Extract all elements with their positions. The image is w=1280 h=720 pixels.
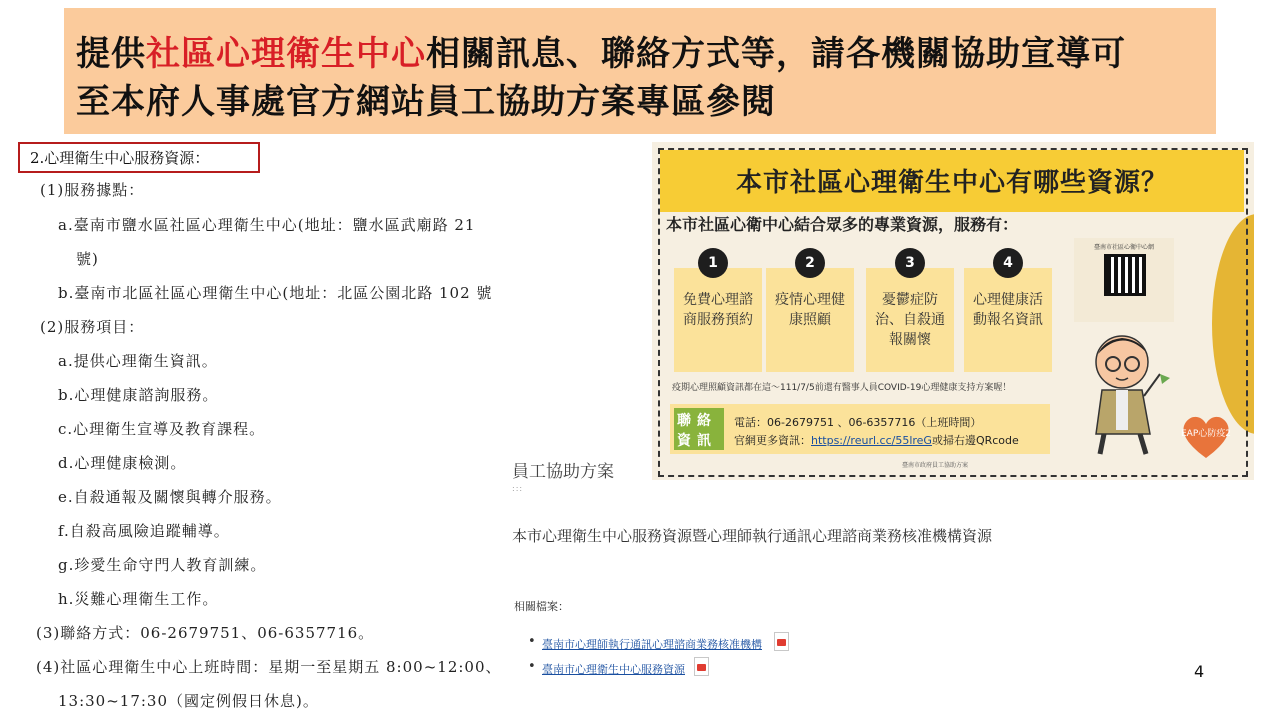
doc-line: (2)服務項目： [40, 318, 145, 336]
doc-line: g.珍愛生命守門人教育訓練。 [58, 556, 267, 574]
service-card-text: 免費心理諮商服務預約 [683, 292, 753, 328]
poster-banner-title: 本市社區心理衛生中心有哪些資源？ [735, 168, 1168, 198]
contact-website-suffix: 或掃右邊QRcode [931, 434, 1019, 447]
slide-title-line-2: 至本府人事處官方網站員工協助方案專區參閱 [76, 82, 776, 122]
contact-website-prefix: 官網更多資訊： [734, 434, 811, 447]
doc-line: b.心理健康諮詢服務。 [58, 386, 219, 404]
qr-title: 臺南市社區心衛中心網 [1093, 244, 1154, 251]
doc-line: b.臺南市北區社區心理衛生中心(地址：北區公園北路 102 號 [58, 284, 493, 302]
web-page-title: 員工協助方案 [512, 462, 614, 482]
contact-website-link[interactable]: https://reurl.cc/55lreG [811, 434, 932, 447]
title-text-pre: 提供 [76, 34, 146, 74]
doc-line: (1)服務據點： [40, 181, 145, 199]
file-link[interactable]: 臺南市心理衛生中心服務資源 [542, 663, 685, 676]
poster-subtitle: 本市社區心衛中心結合眾多的專業資源，服務有： [666, 215, 1019, 234]
poster-notice: 疫期心理照顧資訊都在這～111/7/5前還有醫事人員COVID-19心理健康支持方案喔！ [672, 383, 1012, 393]
poster-footnote: 臺南市政府員工協助方案 [902, 462, 969, 469]
heart-text: EAP心防疫2 [1181, 429, 1231, 439]
service-card-text: 憂鬱症防治、自殺通報關懷 [875, 292, 945, 348]
web-section-heading: 本市心理衛生中心服務資源暨心理師執行通訊心理諮商業務核准機構資源 [512, 527, 993, 545]
related-files-label: 相關檔案： [514, 600, 569, 613]
doc-line: 13:30~17:30（國定例假日休息)。 [58, 692, 319, 710]
file-link[interactable]: 臺南市心理師執行通訊心理諮商業務核准機構 [542, 638, 762, 651]
section-heading-box [18, 142, 260, 173]
doc-line: h.災難心理衛生工作。 [58, 590, 219, 608]
web-dots: ::: [512, 484, 524, 493]
bullet-icon: • [528, 659, 536, 674]
slide-title-box [64, 8, 1216, 134]
slide-title-line-1 [76, 26, 1126, 75]
service-card-text: 心理健康活動報名資訊 [973, 292, 1043, 328]
bullet-icon: • [528, 634, 536, 649]
doc-line: c.心理衛生宣導及教育課程。 [58, 420, 266, 438]
doc-line: e.自殺通報及關懷與轉介服務。 [58, 488, 282, 506]
contact-phone: 電話：06-2679751 、06-6357716（上班時間） [734, 416, 982, 429]
contact-label-text: 聯絡 資訊 [677, 413, 717, 449]
title-highlight: 社區心理衛生中心 [146, 34, 426, 74]
page-number: 4 [1194, 662, 1205, 681]
title-text-post: 相關訊息、聯絡方式等，請各機關協助宣導可 [426, 34, 1126, 74]
poster-dashed-border [658, 148, 1248, 477]
doc-line: d.心理健康檢測。 [58, 454, 187, 472]
pdf-icon[interactable] [694, 657, 709, 676]
service-number-badge: 2 [795, 248, 825, 278]
doc-line: (3)聯絡方式：06-2679751、06-6357716。 [36, 624, 375, 642]
service-number-badge: 4 [993, 248, 1023, 278]
doc-line: (4)社區心理衛生中心上班時間：星期一至星期五 8:00~12:00、 [36, 658, 502, 676]
service-card-text: 疫情心理健康照顧 [775, 292, 845, 328]
pdf-icon[interactable] [774, 632, 789, 651]
service-number-badge: 3 [895, 248, 925, 278]
doc-line: f.自殺高風險追蹤輔導。 [58, 522, 230, 540]
doc-line: 號) [76, 250, 99, 268]
service-poster [652, 142, 1254, 480]
service-number-badge: 1 [698, 248, 728, 278]
doc-line: a.臺南市鹽水區社區心理衛生中心(地址：鹽水區武廟路 21 [58, 216, 476, 234]
section-heading: 2.心理衛生中心服務資源： [30, 149, 210, 167]
doc-line: a.提供心理衛生資訊。 [58, 352, 218, 370]
document-excerpt [0, 138, 640, 720]
